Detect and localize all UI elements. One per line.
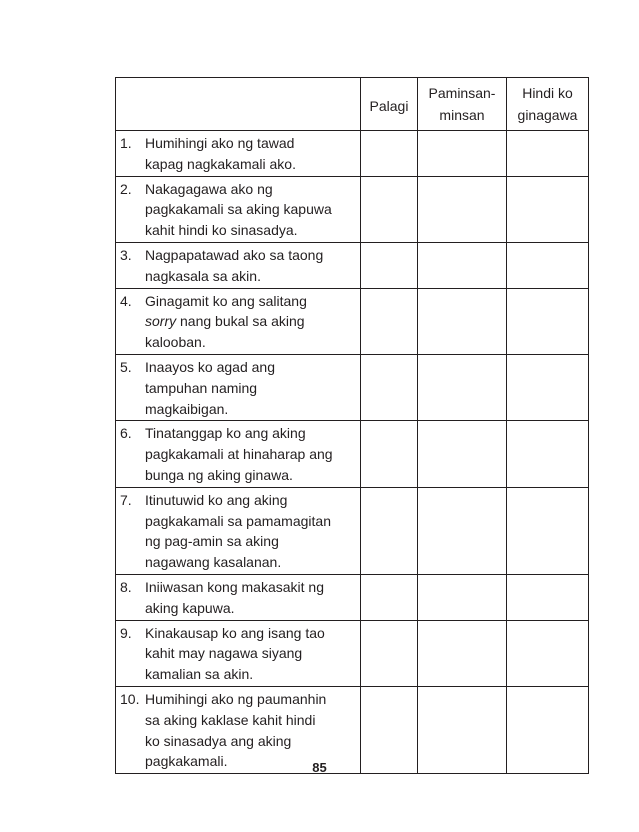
statement-line: nagawang kasalanan. [145,554,282,571]
statement-line: Nagpapatawad ako sa taong [145,246,324,263]
statement-line: kamalian sa akin. [145,666,254,683]
table-row [116,176,589,242]
palagi-cell[interactable] [361,620,418,686]
hindi-ko-ginagawa-cell[interactable] [507,620,589,686]
hindi-ko-ginagawa-cell[interactable] [507,487,589,574]
palagi-cell[interactable] [361,288,418,354]
statement-line: magkaibigan. [145,400,229,417]
palagi-cell[interactable] [361,574,418,620]
hindi-ko-ginagawa-cell[interactable] [507,574,589,620]
statement-line: Ginagamit ko ang salitang [145,292,307,309]
table-row [116,242,589,288]
paminsan-minsan-cell[interactable] [418,131,507,177]
statement-line [145,311,360,332]
paminsan-minsan-cell[interactable] [418,242,507,288]
paminsan-minsan-cell[interactable] [418,421,507,487]
statement-line: kahit hindi ko sinasadya. [145,222,298,239]
hindi-ko-ginagawa-cell[interactable] [507,354,589,420]
statement-cell [116,242,361,288]
statement-line: Itinutuwid ko ang aking [145,491,288,508]
hindi-ko-ginagawa-cell[interactable] [507,421,589,487]
statement-line: Humihingi ako ng tawad [145,135,295,151]
header-paminsan-line2: minsan [439,107,485,123]
item-number: 3. [120,246,132,263]
paminsan-minsan-cell[interactable] [418,288,507,354]
italic-word: sorry [145,313,177,330]
statement-line-rest: nang bukal sa aking [180,313,305,330]
self-assessment-table [115,77,589,774]
statement-line: Iniiwasan kong makasakit ng [145,578,324,595]
statement-text [145,291,360,353]
statement-line: Nakagagawa ako ng [145,180,273,197]
palagi-cell[interactable] [361,354,418,420]
statement-cell [116,620,361,686]
item-number: 9. [120,624,132,641]
statement-line: ng pag-amin sa aking [145,533,279,550]
hindi-ko-ginagawa-cell[interactable] [507,242,589,288]
statement-item [116,177,360,242]
statement-line: pagkakamali at hinaharap ang [145,446,333,463]
statement-cell [116,487,361,574]
header-hindi-line2: ginagawa [517,107,578,123]
statement-line: pagkakamali sa pamamagitan [145,512,331,529]
statement-cell [116,176,361,242]
paminsan-minsan-cell[interactable] [418,354,507,420]
statement-line: ko sinasadya ang aking [145,732,292,749]
table-row [116,131,589,177]
statement-line: tampuhan naming [145,379,258,396]
statement-line: bunga ng aking ginawa. [145,466,293,483]
table-row [116,620,589,686]
hindi-ko-ginagawa-cell[interactable] [507,176,589,242]
statement-line: Humihingi ako ng paumanhin [145,690,327,707]
statement-line: pagkakamali. [145,753,228,770]
statement-text [145,423,360,485]
item-number: 7. [120,491,132,508]
statement-line: kalooban. [145,334,206,351]
statement-text [145,357,360,419]
page-number: 85 [312,760,327,775]
table-row [116,487,589,574]
statement-cell [116,131,361,177]
paminsan-minsan-cell[interactable] [418,176,507,242]
statement-text [145,133,360,175]
statement-item [116,575,360,620]
item-number: 2. [120,180,132,197]
item-number: 1. [120,135,132,151]
table-row [116,354,589,420]
statement-cell [116,421,361,487]
header-paminsan-line1: Paminsan- [428,85,496,101]
statement-item [116,289,360,354]
header-palagi [361,78,418,131]
header-paminsan-minsan [418,78,507,131]
statement-item [116,621,360,686]
header-hindi-line1: Hindi ko [522,85,573,101]
statement-line: Kinakausap ko ang isang tao [145,624,325,641]
statement-line: kahit may nagawa siyang [145,645,303,662]
header-row [116,78,589,131]
palagi-cell[interactable] [361,242,418,288]
statement-item [116,421,360,486]
statement-line: kapag nagkakamali ako. [145,155,296,172]
paminsan-minsan-cell[interactable] [418,574,507,620]
statement-text [145,623,360,685]
table-row [116,288,589,354]
palagi-cell[interactable] [361,487,418,574]
statement-text [145,179,360,241]
paminsan-minsan-cell[interactable] [418,487,507,574]
statement-text [145,245,360,287]
statement-line: pagkakamali sa aking kapuwa [145,201,332,218]
hindi-ko-ginagawa-cell[interactable] [507,131,589,177]
statement-cell [116,288,361,354]
paminsan-minsan-cell[interactable] [418,620,507,686]
item-number: 8. [120,578,132,595]
statement-item [116,355,360,420]
palagi-cell[interactable] [361,421,418,487]
statement-text [145,490,360,573]
statement-text [145,577,360,619]
palagi-cell[interactable] [361,176,418,242]
hindi-ko-ginagawa-cell[interactable] [507,288,589,354]
statement-line: Inaayos ko agad ang [145,358,275,375]
item-number: 6. [120,425,132,442]
statement-item [116,488,360,574]
header-hindi-ko-ginagawa [507,78,589,131]
statement-line: Tinatanggap ko ang aking [145,425,306,442]
statement-line: nagkasala sa akin. [145,267,261,284]
item-number: 10. [120,690,140,707]
header-palagi-label: Palagi [369,98,409,114]
statement-line: aking kapuwa. [145,599,235,616]
header-statement [116,78,361,131]
statement-cell [116,354,361,420]
table-row [116,421,589,487]
statement-item [116,131,360,176]
palagi-cell[interactable] [361,131,418,177]
table-row [116,574,589,620]
statement-line: sa aking kaklase kahit hindi [145,711,316,728]
statement-item [116,243,360,288]
item-number: 5. [120,358,132,375]
item-number: 4. [120,292,132,309]
statement-cell [116,574,361,620]
